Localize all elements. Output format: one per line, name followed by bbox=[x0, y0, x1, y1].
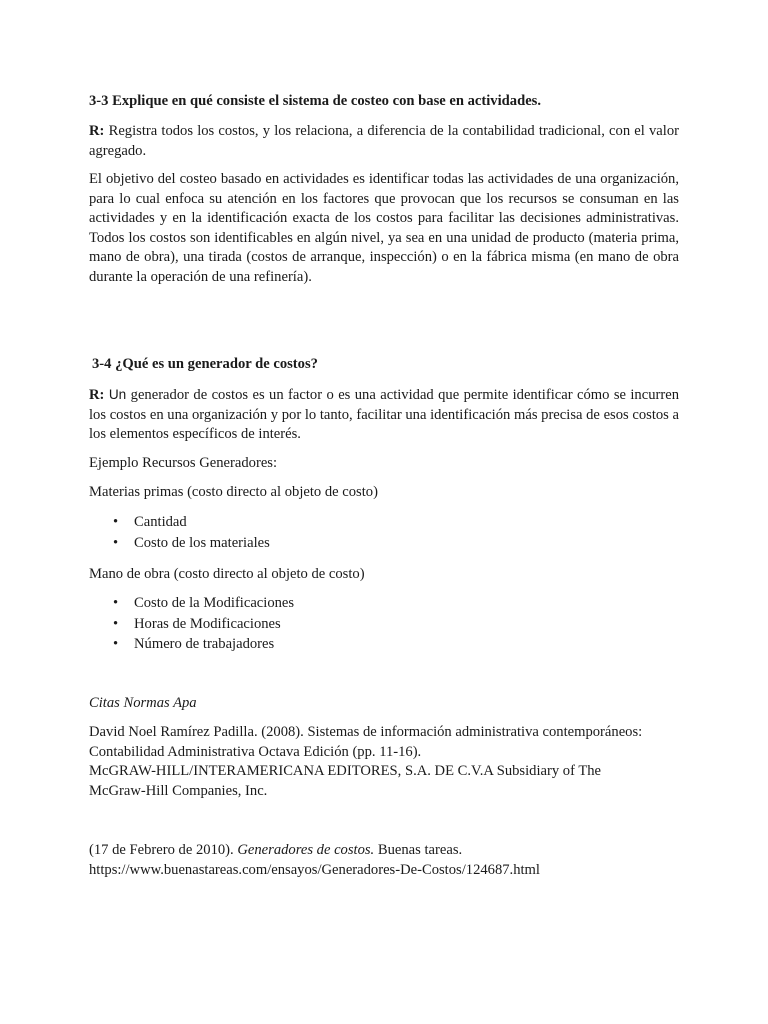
reference-1: David Noel Ramírez Padilla. (2008). Sistemas de información administrativa contemporáneos: Contabilidad Administrativa Octava Edición (pp. 11-16). McGRAW-HILL/INTERAMERICANA EDITORES, S.A. DE C.V.A Subsidiary of The McGraw-Hill Companies, Inc. bbox=[89, 724, 643, 799]
answer-prefix: R: bbox=[89, 387, 105, 403]
materias-title: Materias primas (costo directo al objeto de costo) bbox=[89, 484, 378, 500]
list-item: • Costo de la Modificaciones bbox=[89, 593, 294, 614]
bullet-icon: • bbox=[113, 636, 119, 652]
paragraph-3-3: El objetivo del costeo basado en actividades es identificar todas las actividades de una organización, para lo cual enfoca su atención en los factores que provocan que los recursos se consuman en las actividades y en la identificación exacta de los costos para facilitar las decisiones administrativas. Todos los costos son identificables en algún nivel, ya sea en una unidad de producto (materia prima, mano de obra), una tirada (costos de arranque, inspección) o en la fábrica misma (en mano de obra durante la operación de una refinería). bbox=[89, 171, 679, 285]
answer-3-4 bbox=[89, 385, 679, 445]
bullet-icon: • bbox=[113, 514, 119, 530]
answer-first-word: Un bbox=[108, 387, 127, 402]
answer-prefix: R: bbox=[89, 123, 105, 139]
citations-heading: Citas Normas Apa bbox=[89, 695, 197, 711]
ref-date: (17 de Febrero de 2010). bbox=[89, 842, 234, 858]
mano-list bbox=[89, 593, 294, 655]
mano-title: Mano de obra (costo directo al objeto de costo) bbox=[89, 566, 365, 582]
answer-text: Registra todos los costos, y los relaciona, a diferencia de la contabilidad tradicional, con el valor agregado. bbox=[89, 123, 679, 159]
bullet-icon: • bbox=[113, 595, 119, 611]
reference-2 bbox=[89, 841, 679, 880]
example-title: Ejemplo Recursos Generadores: bbox=[89, 455, 278, 471]
list-item: • Número de trabajadores bbox=[89, 634, 294, 655]
ref-url[interactable]: https://www.buenastareas.com/ensayos/Generadores-De-Costos/124687.html bbox=[89, 861, 540, 878]
heading-3-4: 3-4 ¿Qué es un generador de costos? bbox=[92, 356, 318, 372]
document-page bbox=[89, 0, 679, 1024]
list-item: • Costo de los materiales bbox=[89, 533, 270, 554]
answer-text: generador de costos es un factor o es una actividad que permite identificar cómo se incurren los costos en una organización y por lo tanto, facilitar una identificación más precisa de esos costos a los elementos específicos de interés. bbox=[89, 387, 680, 442]
materias-list bbox=[89, 512, 270, 553]
ref-title: Generadores de costos. bbox=[237, 842, 375, 858]
ref-source: Buenas tareas. bbox=[377, 842, 463, 858]
bullet-icon: • bbox=[113, 534, 119, 551]
list-item: • Horas de Modificaciones bbox=[89, 614, 294, 635]
bullet-icon: • bbox=[113, 615, 119, 632]
answer-3-3 bbox=[89, 122, 679, 161]
heading-3-3: 3-3 Explique en qué consiste el sistema de costeo con base en actividades. bbox=[89, 93, 541, 109]
list-item: • Cantidad bbox=[89, 512, 270, 533]
